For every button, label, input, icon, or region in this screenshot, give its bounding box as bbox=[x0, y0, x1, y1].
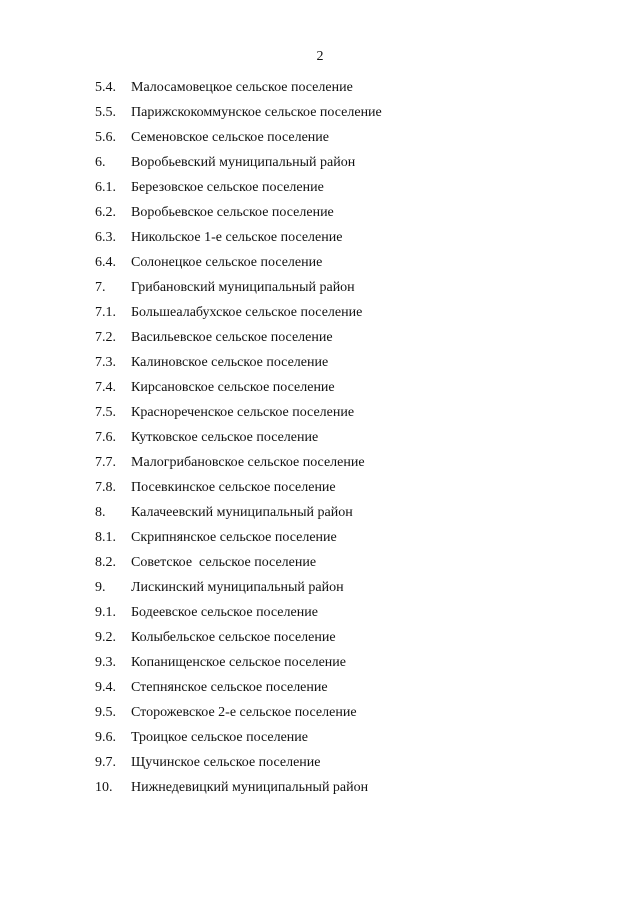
list-item bbox=[0, 353, 640, 378]
list-item bbox=[0, 128, 640, 153]
item-number: 7.7. bbox=[95, 455, 116, 470]
list-item bbox=[0, 228, 640, 253]
item-number: 5.4. bbox=[95, 80, 116, 95]
item-name: Воробьевское сельское поселение bbox=[131, 205, 334, 220]
list-item bbox=[0, 328, 640, 353]
item-name: Посевкинское сельское поселение bbox=[131, 480, 336, 495]
list-item bbox=[0, 403, 640, 428]
item-name: Кутковское сельское поселение bbox=[131, 430, 319, 445]
list-item bbox=[0, 478, 640, 503]
list-item bbox=[0, 778, 640, 803]
item-number: 7.8. bbox=[95, 480, 116, 495]
item-name: Копанищенское сельское поселение bbox=[131, 655, 347, 670]
item-name: Малогрибановское сельское поселение bbox=[131, 455, 365, 470]
list-item bbox=[0, 203, 640, 228]
item-number: 5.6. bbox=[95, 130, 116, 145]
list-item bbox=[0, 728, 640, 753]
item-name: Краснореченское сельское поселение bbox=[131, 405, 355, 420]
item-number: 9.6. bbox=[95, 730, 116, 745]
item-name: Троицкое сельское поселение bbox=[131, 730, 308, 745]
list-item bbox=[0, 303, 640, 328]
item-number: 5.5. bbox=[95, 105, 116, 120]
item-number: 7.6. bbox=[95, 430, 116, 445]
list-item bbox=[0, 553, 640, 578]
list-item bbox=[0, 678, 640, 703]
item-name: Большеалабухское сельское поселение bbox=[131, 305, 363, 320]
list-item bbox=[0, 528, 640, 553]
item-name: Лискинский муниципальный район bbox=[131, 580, 344, 595]
list-item bbox=[0, 103, 640, 128]
item-number: 9.2. bbox=[95, 630, 116, 645]
item-name: Никольское 1-е сельское поселение bbox=[131, 230, 343, 245]
item-number: 6.3. bbox=[95, 230, 116, 245]
item-number: 7.2. bbox=[95, 330, 116, 345]
list-item bbox=[0, 453, 640, 478]
item-name: Малосамовецкое сельское поселение bbox=[131, 80, 353, 95]
list-item bbox=[0, 153, 640, 178]
item-number: 7. bbox=[95, 280, 106, 295]
item-number: 8.1. bbox=[95, 530, 116, 545]
item-name: Нижнедевицкий муниципальный район bbox=[131, 780, 369, 795]
item-number: 9.1. bbox=[95, 605, 116, 620]
item-number: 6.4. bbox=[95, 255, 116, 270]
item-name: Бодеевское сельское поселение bbox=[131, 605, 318, 620]
item-number: 7.4. bbox=[95, 380, 116, 395]
list-item bbox=[0, 278, 640, 303]
item-name: Семеновское сельское поселение bbox=[131, 130, 330, 145]
item-name: Грибановский муниципальный район bbox=[131, 280, 355, 295]
item-number: 6.2. bbox=[95, 205, 116, 220]
settlement-list bbox=[0, 78, 640, 803]
list-item bbox=[0, 378, 640, 403]
item-name: Васильевское сельское поселение bbox=[131, 330, 333, 345]
item-number: 9. bbox=[95, 580, 106, 595]
item-name: Калиновское сельское поселение bbox=[131, 355, 329, 370]
list-item bbox=[0, 428, 640, 453]
item-name: Кирсановское сельское поселение bbox=[131, 380, 335, 395]
item-name: Воробьевский муниципальный район bbox=[131, 155, 356, 170]
item-name: Колыбельское сельское поселение bbox=[131, 630, 336, 645]
list-item bbox=[0, 578, 640, 603]
item-number: 8. bbox=[95, 505, 106, 520]
item-name: Парижскокоммунское сельское поселение bbox=[131, 105, 382, 120]
item-name: Калачеевский муниципальный район bbox=[131, 505, 353, 520]
page-number: 2 bbox=[316, 49, 324, 64]
list-item bbox=[0, 703, 640, 728]
list-item bbox=[0, 253, 640, 278]
item-name: Степнянское сельское поселение bbox=[131, 680, 328, 695]
item-number: 7.5. bbox=[95, 405, 116, 420]
item-number: 6.1. bbox=[95, 180, 116, 195]
list-item bbox=[0, 178, 640, 203]
list-item bbox=[0, 603, 640, 628]
list-item bbox=[0, 503, 640, 528]
item-number: 9.4. bbox=[95, 680, 116, 695]
item-number: 7.3. bbox=[95, 355, 116, 370]
item-number: 7.1. bbox=[95, 305, 116, 320]
item-name: Сторожевское 2-е сельское поселение bbox=[131, 705, 357, 720]
item-number: 8.2. bbox=[95, 555, 116, 570]
item-name: Березовское сельское поселение bbox=[131, 180, 324, 195]
item-number: 9.5. bbox=[95, 705, 116, 720]
item-number: 9.3. bbox=[95, 655, 116, 670]
item-number: 6. bbox=[95, 155, 106, 170]
list-item bbox=[0, 628, 640, 653]
list-item bbox=[0, 78, 640, 103]
list-item bbox=[0, 653, 640, 678]
item-name: Солонецкое сельское поселение bbox=[131, 255, 323, 270]
item-name: Щучинское сельское поселение bbox=[131, 755, 321, 770]
item-number: 10. bbox=[95, 780, 113, 795]
list-item bbox=[0, 753, 640, 778]
item-name: Скрипнянское сельское поселение bbox=[131, 530, 337, 545]
item-name: Советское сельское поселение bbox=[131, 555, 317, 570]
item-number: 9.7. bbox=[95, 755, 116, 770]
